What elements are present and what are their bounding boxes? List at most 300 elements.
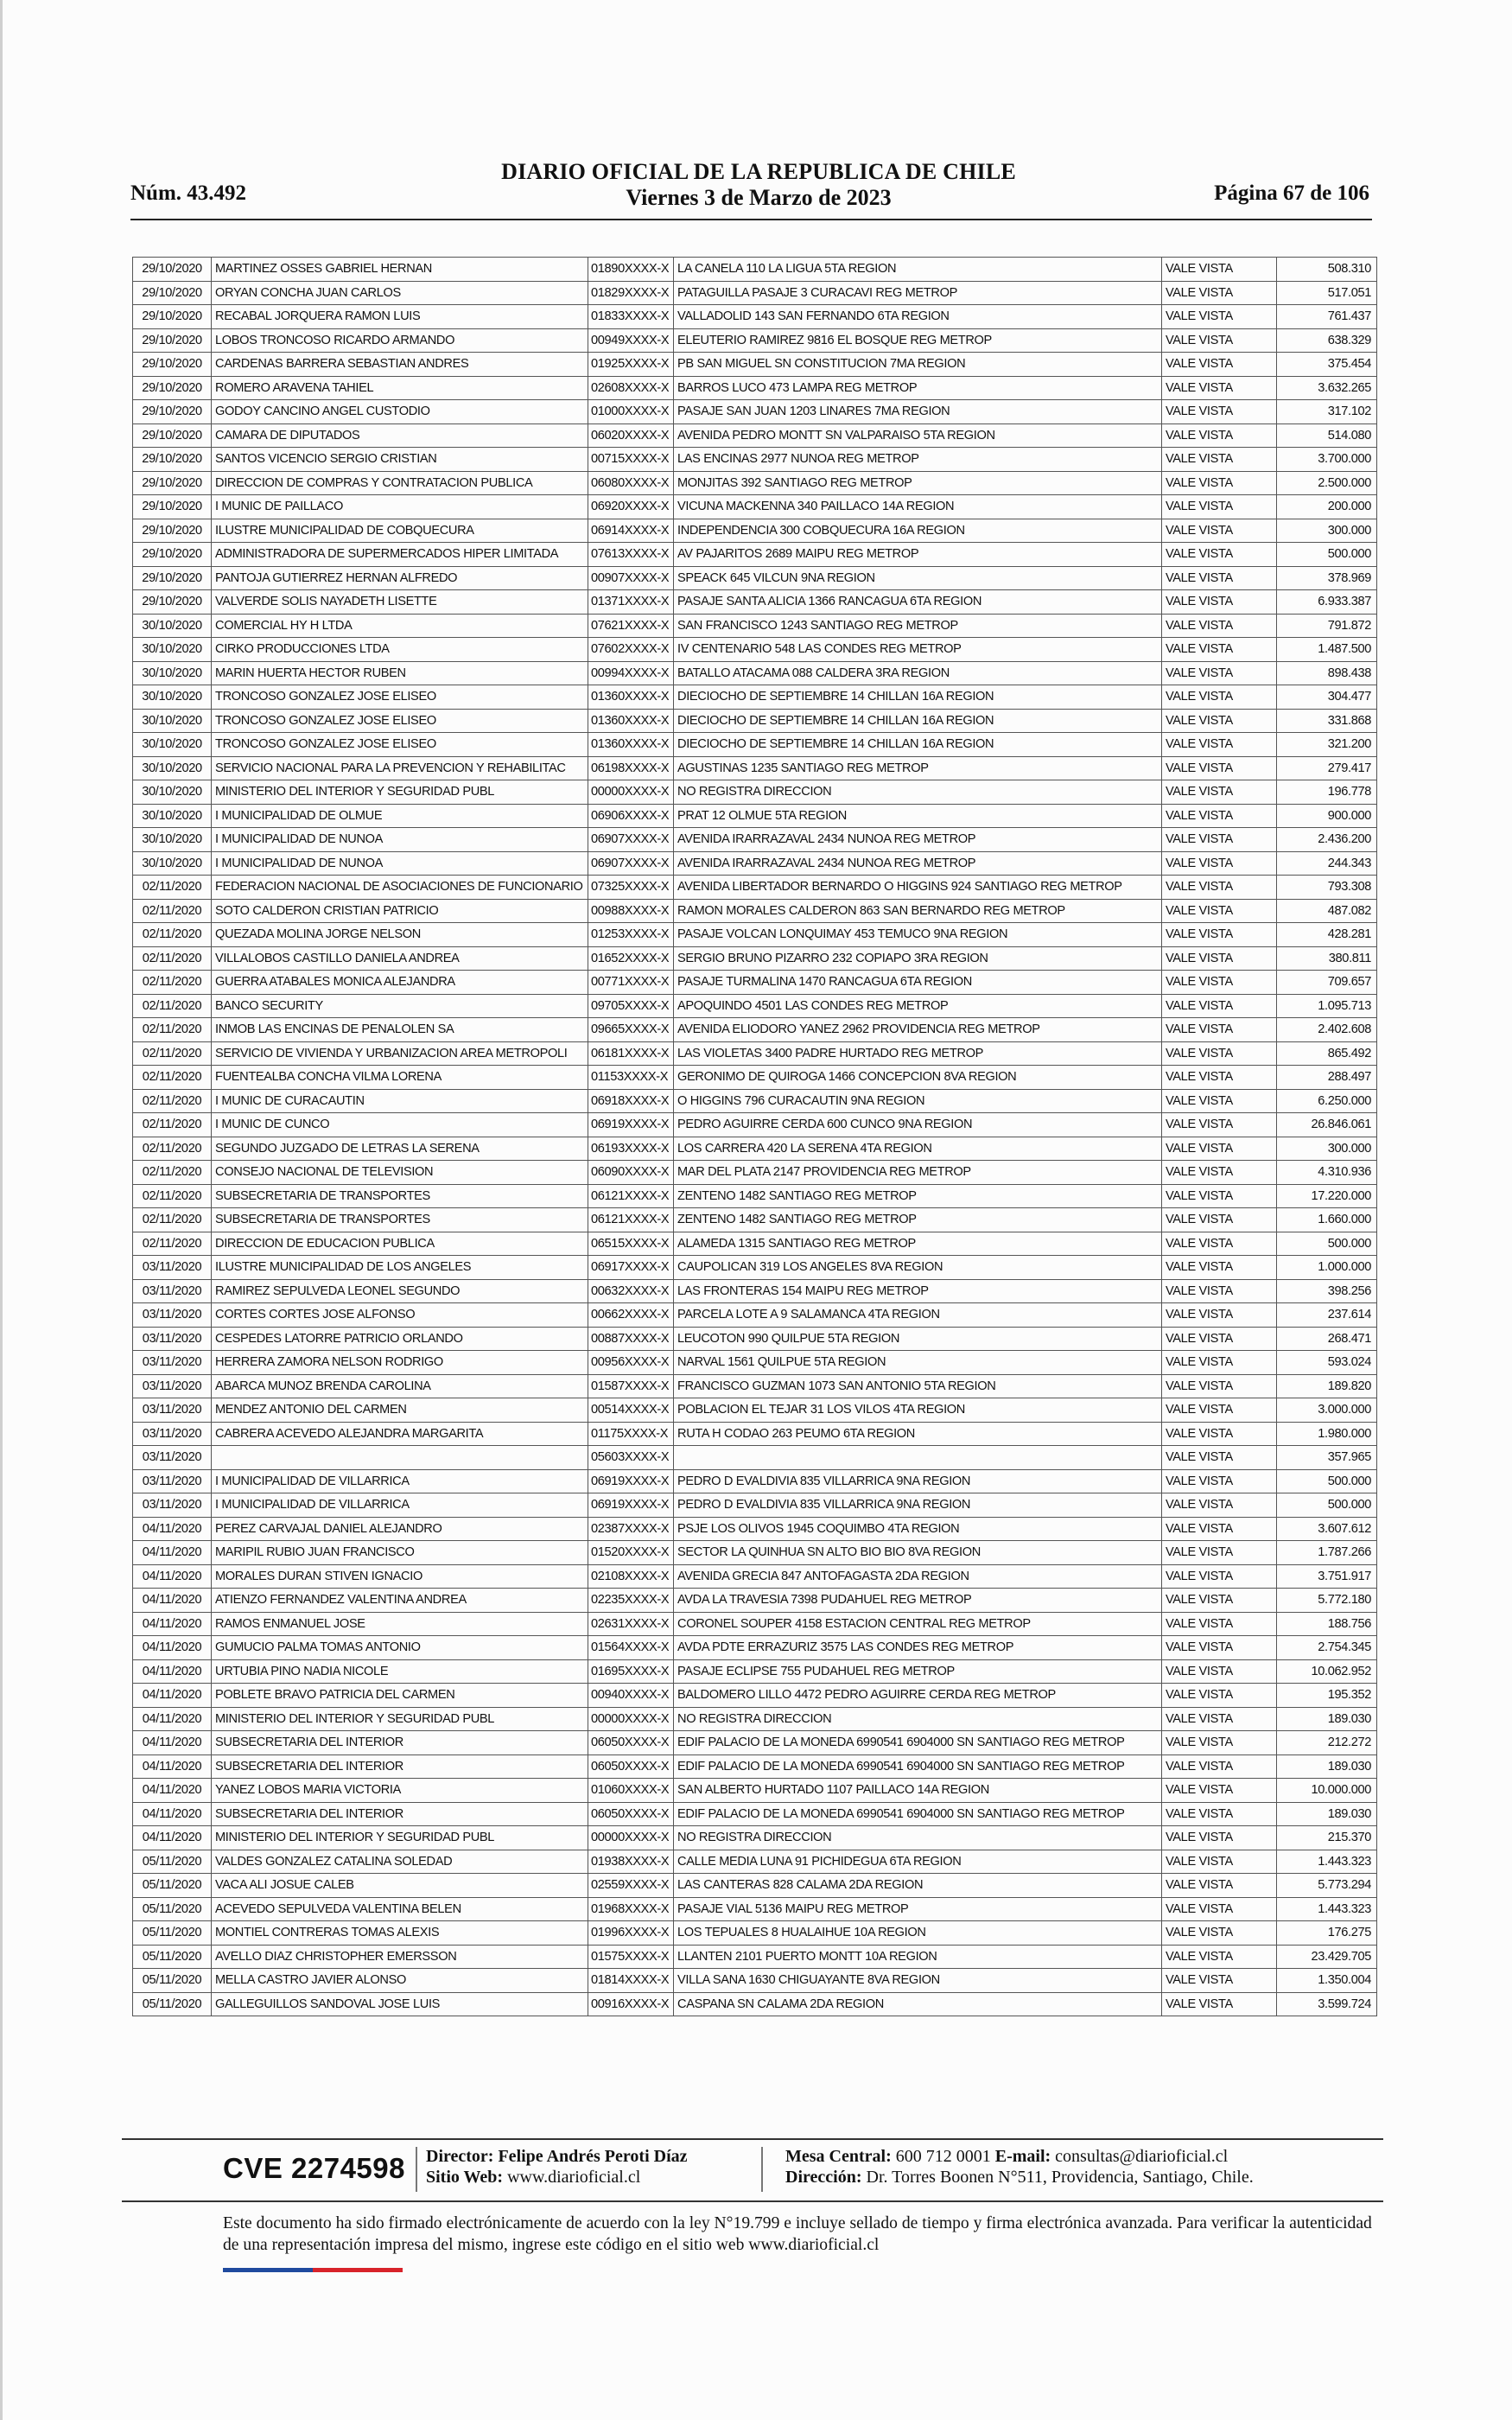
amount-cell: 2.500.000 xyxy=(1277,471,1377,495)
beneficiary-name-cell: DIRECCION DE COMPRAS Y CONTRATACION PUBLICA xyxy=(212,471,588,495)
beneficiary-name-cell: I MUNICIPALIDAD DE OLMUE xyxy=(212,804,588,828)
footer-contact xyxy=(785,2146,1228,2167)
payment-date-cell: 29/10/2020 xyxy=(133,376,212,400)
address-cell: APOQUINDO 4501 LAS CONDES REG METROP xyxy=(674,994,1162,1018)
address-cell: FRANCISCO GUZMAN 1073 SAN ANTONIO 5TA REGION xyxy=(674,1374,1162,1398)
beneficiary-name-cell: MARIN HUERTA HECTOR RUBEN xyxy=(212,661,588,685)
payment-date-cell: 02/11/2020 xyxy=(133,1161,212,1185)
footer-separator xyxy=(416,2147,417,2192)
beneficiary-name-cell: SOTO CALDERON CRISTIAN PATRICIO xyxy=(212,899,588,923)
rut-cell: 01360XXXX-X xyxy=(588,733,674,757)
address-cell: SAN FRANCISCO 1243 SANTIAGO REG METROP xyxy=(674,614,1162,638)
amount-cell: 2.402.608 xyxy=(1277,1018,1377,1042)
payment-date-cell: 02/11/2020 xyxy=(133,1041,212,1066)
address-cell: SERGIO BRUNO PIZARRO 232 COPIAPO 3RA REGION xyxy=(674,946,1162,971)
payment-type-cell: VALE VISTA xyxy=(1162,1969,1277,1993)
beneficiary-name-cell: I MUNIC DE PAILLACO xyxy=(212,495,588,519)
rut-cell: 07621XXXX-X xyxy=(588,614,674,638)
address-cell: ALAMEDA 1315 SANTIAGO REG METROP xyxy=(674,1232,1162,1256)
table-row xyxy=(133,1208,1377,1232)
beneficiary-name-cell: BANCO SECURITY xyxy=(212,994,588,1018)
rut-cell: 07602XXXX-X xyxy=(588,638,674,662)
amount-cell: 17.220.000 xyxy=(1277,1184,1377,1208)
rut-cell: 06917XXXX-X xyxy=(588,1256,674,1280)
address-cell: CORONEL SOUPER 4158 ESTACION CENTRAL REG METROP xyxy=(674,1612,1162,1636)
table-row xyxy=(133,1541,1377,1565)
payment-type-cell: VALE VISTA xyxy=(1162,1684,1277,1708)
table-row xyxy=(133,1564,1377,1589)
table-row xyxy=(133,305,1377,329)
payment-type-cell: VALE VISTA xyxy=(1162,1636,1277,1660)
payment-date-cell: 04/11/2020 xyxy=(133,1826,212,1850)
table-row xyxy=(133,566,1377,590)
table-row xyxy=(133,1493,1377,1518)
address-cell: CAUPOLICAN 319 LOS ANGELES 8VA REGION xyxy=(674,1256,1162,1280)
rut-cell: 01996XXXX-X xyxy=(588,1921,674,1946)
rut-cell: 01000XXXX-X xyxy=(588,400,674,424)
table-row xyxy=(133,1469,1377,1493)
table-row xyxy=(133,400,1377,424)
beneficiary-name-cell: HERRERA ZAMORA NELSON RODRIGO xyxy=(212,1351,588,1375)
payment-date-cell: 02/11/2020 xyxy=(133,971,212,995)
payment-type-cell: VALE VISTA xyxy=(1162,305,1277,329)
address-cell xyxy=(674,1446,1162,1470)
rut-cell: 02631XXXX-X xyxy=(588,1612,674,1636)
rut-cell: 05603XXXX-X xyxy=(588,1446,674,1470)
amount-cell: 638.329 xyxy=(1277,328,1377,353)
payments-table-body xyxy=(133,258,1377,2016)
payment-date-cell: 29/10/2020 xyxy=(133,328,212,353)
address-cell: LAS VIOLETAS 3400 PADRE HURTADO REG METROP xyxy=(674,1041,1162,1066)
rut-cell: 01371XXXX-X xyxy=(588,590,674,615)
payment-type-cell: VALE VISTA xyxy=(1162,1208,1277,1232)
payment-type-cell: VALE VISTA xyxy=(1162,638,1277,662)
beneficiary-name-cell: RAMOS ENMANUEL JOSE xyxy=(212,1612,588,1636)
beneficiary-name-cell: I MUNIC DE CUNCO xyxy=(212,1113,588,1137)
beneficiary-name-cell: I MUNICIPALIDAD DE VILLARRICA xyxy=(212,1493,588,1518)
payment-date-cell: 29/10/2020 xyxy=(133,258,212,282)
beneficiary-name-cell: CABRERA ACEVEDO ALEJANDRA MARGARITA xyxy=(212,1422,588,1446)
beneficiary-name-cell: INMOB LAS ENCINAS DE PENALOLEN SA xyxy=(212,1018,588,1042)
beneficiary-name-cell: SUBSECRETARIA DE TRANSPORTES xyxy=(212,1184,588,1208)
beneficiary-name-cell: SUBSECRETARIA DEL INTERIOR xyxy=(212,1754,588,1779)
rut-cell: 00907XXXX-X xyxy=(588,566,674,590)
address-cell: AVDA LA TRAVESIA 7398 PUDAHUEL REG METROP xyxy=(674,1589,1162,1613)
beneficiary-name-cell: URTUBIA PINO NADIA NICOLE xyxy=(212,1659,588,1684)
issue-number: Núm. 43.492 xyxy=(130,182,247,205)
payment-type-cell: VALE VISTA xyxy=(1162,1945,1277,1969)
payment-date-cell: 02/11/2020 xyxy=(133,1066,212,1090)
beneficiary-name-cell: MENDEZ ANTONIO DEL CARMEN xyxy=(212,1398,588,1423)
rut-cell: 01968XXXX-X xyxy=(588,1897,674,1921)
payment-date-cell: 03/11/2020 xyxy=(133,1374,212,1398)
footer-director xyxy=(426,2146,688,2167)
rut-cell: 06919XXXX-X xyxy=(588,1469,674,1493)
payments-table xyxy=(132,257,1377,2016)
address-cell: PEDRO D EVALDIVIA 835 VILLARRICA 9NA REGION xyxy=(674,1493,1162,1518)
page-number: Página 67 de 106 xyxy=(1214,182,1369,205)
amount-cell: 1.350.004 xyxy=(1277,1969,1377,1993)
amount-cell: 1.000.000 xyxy=(1277,1256,1377,1280)
rut-cell: 00000XXXX-X xyxy=(588,780,674,805)
table-row xyxy=(133,1779,1377,1803)
amount-cell: 500.000 xyxy=(1277,1469,1377,1493)
table-row xyxy=(133,661,1377,685)
beneficiary-name-cell: SUBSECRETARIA DEL INTERIOR xyxy=(212,1802,588,1826)
payment-type-cell: VALE VISTA xyxy=(1162,448,1277,472)
payment-date-cell: 03/11/2020 xyxy=(133,1469,212,1493)
amount-cell: 398.256 xyxy=(1277,1279,1377,1303)
payment-date-cell: 03/11/2020 xyxy=(133,1256,212,1280)
address-cell: PASAJE SANTA ALICIA 1366 RANCAGUA 6TA REGION xyxy=(674,590,1162,615)
payment-type-cell: VALE VISTA xyxy=(1162,281,1277,305)
payment-date-cell: 04/11/2020 xyxy=(133,1731,212,1755)
rut-cell: 06050XXXX-X xyxy=(588,1731,674,1755)
address-cell: O HIGGINS 796 CURACAUTIN 9NA REGION xyxy=(674,1089,1162,1113)
payment-type-cell: VALE VISTA xyxy=(1162,876,1277,900)
beneficiary-name-cell xyxy=(212,1446,588,1470)
beneficiary-name-cell: TRONCOSO GONZALEZ JOSE ELISEO xyxy=(212,709,588,733)
address-cell: ELEUTERIO RAMIREZ 9816 EL BOSQUE REG METROP xyxy=(674,328,1162,353)
rut-cell: 01153XXXX-X xyxy=(588,1066,674,1090)
table-row xyxy=(133,780,1377,805)
address-cell: PATAGUILLA PASAJE 3 CURACAVI REG METROP xyxy=(674,281,1162,305)
table-row xyxy=(133,519,1377,543)
address-cell: MAR DEL PLATA 2147 PROVIDENCIA REG METROP xyxy=(674,1161,1162,1185)
table-row xyxy=(133,1589,1377,1613)
payment-type-cell: VALE VISTA xyxy=(1162,424,1277,448)
payment-type-cell: VALE VISTA xyxy=(1162,1041,1277,1066)
email-link[interactable]: consultas@diarioficial.cl xyxy=(1055,2147,1229,2166)
table-row xyxy=(133,1041,1377,1066)
amount-cell: 26.846.061 xyxy=(1277,1113,1377,1137)
payment-type-cell: VALE VISTA xyxy=(1162,709,1277,733)
rut-cell: 06020XXXX-X xyxy=(588,424,674,448)
footer-website xyxy=(426,2167,640,2188)
amount-cell: 1.443.323 xyxy=(1277,1897,1377,1921)
payment-date-cell: 03/11/2020 xyxy=(133,1398,212,1423)
table-row xyxy=(133,376,1377,400)
table-row xyxy=(133,1089,1377,1113)
payment-type-cell: VALE VISTA xyxy=(1162,471,1277,495)
payment-type-cell: VALE VISTA xyxy=(1162,1992,1277,2016)
payment-date-cell: 30/10/2020 xyxy=(133,614,212,638)
rut-cell: 01652XXXX-X xyxy=(588,946,674,971)
beneficiary-name-cell: CESPEDES LATORRE PATRICIO ORLANDO xyxy=(212,1327,588,1351)
address-cell: GERONIMO DE QUIROGA 1466 CONCEPCION 8VA REGION xyxy=(674,1066,1162,1090)
address-cell: PASAJE SAN JUAN 1203 LINARES 7MA REGION xyxy=(674,400,1162,424)
amount-cell: 517.051 xyxy=(1277,281,1377,305)
payment-type-cell: VALE VISTA xyxy=(1162,1184,1277,1208)
payment-type-cell: VALE VISTA xyxy=(1162,1874,1277,1898)
table-row xyxy=(133,328,1377,353)
beneficiary-name-cell: MORALES DURAN STIVEN IGNACIO xyxy=(212,1564,588,1589)
table-row xyxy=(133,1374,1377,1398)
payment-date-cell: 30/10/2020 xyxy=(133,661,212,685)
payment-type-cell: VALE VISTA xyxy=(1162,1802,1277,1826)
header-divider xyxy=(130,219,1372,220)
amount-cell: 5.773.294 xyxy=(1277,1874,1377,1898)
payment-type-cell: VALE VISTA xyxy=(1162,994,1277,1018)
payment-date-cell: 02/11/2020 xyxy=(133,899,212,923)
beneficiary-name-cell: I MUNICIPALIDAD DE NUNOA xyxy=(212,851,588,876)
rut-cell: 06914XXXX-X xyxy=(588,519,674,543)
payment-date-cell: 02/11/2020 xyxy=(133,1137,212,1161)
table-row xyxy=(133,1422,1377,1446)
beneficiary-name-cell: VALDES GONZALEZ CATALINA SOLEDAD xyxy=(212,1850,588,1874)
address-cell: PASAJE ECLIPSE 755 PUDAHUEL REG METROP xyxy=(674,1659,1162,1684)
phone-number: 600 712 0001 xyxy=(895,2147,991,2166)
payment-type-cell: VALE VISTA xyxy=(1162,661,1277,685)
address-cell: NO REGISTRA DIRECCION xyxy=(674,780,1162,805)
address-cell: LAS CANTERAS 828 CALAMA 2DA REGION xyxy=(674,1874,1162,1898)
beneficiary-name-cell: DIRECCION DE EDUCACION PUBLICA xyxy=(212,1232,588,1256)
beneficiary-name-cell: ADMINISTRADORA DE SUPERMERCADOS HIPER LIMITADA xyxy=(212,543,588,567)
table-row xyxy=(133,899,1377,923)
beneficiary-name-cell: GUERRA ATABALES MONICA ALEJANDRA xyxy=(212,971,588,995)
payment-date-cell: 29/10/2020 xyxy=(133,305,212,329)
payment-date-cell: 05/11/2020 xyxy=(133,1874,212,1898)
payment-date-cell: 30/10/2020 xyxy=(133,733,212,757)
amount-cell: 3.632.265 xyxy=(1277,376,1377,400)
amount-cell: 3.607.612 xyxy=(1277,1517,1377,1541)
footer-top-divider xyxy=(122,2138,1383,2140)
beneficiary-name-cell: ILUSTRE MUNICIPALIDAD DE LOS ANGELES xyxy=(212,1256,588,1280)
address-cell: VICUNA MACKENNA 340 PAILLACO 14A REGION xyxy=(674,495,1162,519)
payment-type-cell: VALE VISTA xyxy=(1162,1589,1277,1613)
table-row xyxy=(133,1684,1377,1708)
amount-cell: 189.820 xyxy=(1277,1374,1377,1398)
rut-cell: 00994XXXX-X xyxy=(588,661,674,685)
address-cell: EDIF PALACIO DE LA MONEDA 6990541 6904000 SN SANTIAGO REG METROP xyxy=(674,1754,1162,1779)
payment-date-cell: 29/10/2020 xyxy=(133,590,212,615)
payment-date-cell: 02/11/2020 xyxy=(133,946,212,971)
payment-type-cell: VALE VISTA xyxy=(1162,1446,1277,1470)
rut-cell: 01814XXXX-X xyxy=(588,1969,674,1993)
payment-date-cell: 04/11/2020 xyxy=(133,1754,212,1779)
address-cell: INDEPENDENCIA 300 COBQUECURA 16A REGION xyxy=(674,519,1162,543)
beneficiary-name-cell: COMERCIAL HY H LTDA xyxy=(212,614,588,638)
address-cell: AVENIDA IRARRAZAVAL 2434 NUNOA REG METROP xyxy=(674,828,1162,852)
table-row xyxy=(133,448,1377,472)
payment-date-cell: 29/10/2020 xyxy=(133,353,212,377)
rut-cell: 06919XXXX-X xyxy=(588,1493,674,1518)
beneficiary-name-cell: VACA ALI JOSUE CALEB xyxy=(212,1874,588,1898)
footer-address xyxy=(785,2167,1254,2188)
beneficiary-name-cell: GALLEGUILLOS SANDOVAL JOSE LUIS xyxy=(212,1992,588,2016)
amount-cell: 321.200 xyxy=(1277,733,1377,757)
table-row xyxy=(133,1992,1377,2016)
beneficiary-name-cell: CONSEJO NACIONAL DE TELEVISION xyxy=(212,1161,588,1185)
beneficiary-name-cell: GUMUCIO PALMA TOMAS ANTONIO xyxy=(212,1636,588,1660)
payment-type-cell: VALE VISTA xyxy=(1162,566,1277,590)
rut-cell: 02559XXXX-X xyxy=(588,1874,674,1898)
table-row xyxy=(133,1874,1377,1898)
payment-type-cell: VALE VISTA xyxy=(1162,614,1277,638)
beneficiary-name-cell: CIRKO PRODUCCIONES LTDA xyxy=(212,638,588,662)
address-cell: EDIF PALACIO DE LA MONEDA 6990541 6904000 SN SANTIAGO REG METROP xyxy=(674,1731,1162,1755)
beneficiary-name-cell: ORYAN CONCHA JUAN CARLOS xyxy=(212,281,588,305)
payment-type-cell: VALE VISTA xyxy=(1162,1066,1277,1090)
beneficiary-name-cell: I MUNICIPALIDAD DE NUNOA xyxy=(212,828,588,852)
address-cell: MONJITAS 392 SANTIAGO REG METROP xyxy=(674,471,1162,495)
address-cell: SPEACK 645 VILCUN 9NA REGION xyxy=(674,566,1162,590)
payment-type-cell: VALE VISTA xyxy=(1162,1113,1277,1137)
website-link[interactable]: www.diarioficial.cl xyxy=(507,2168,641,2187)
address-cell: LAS FRONTERAS 154 MAIPU REG METROP xyxy=(674,1279,1162,1303)
amount-cell: 189.030 xyxy=(1277,1754,1377,1779)
address-cell: CALLE MEDIA LUNA 91 PICHIDEGUA 6TA REGION xyxy=(674,1850,1162,1874)
amount-cell: 196.778 xyxy=(1277,780,1377,805)
table-row xyxy=(133,756,1377,780)
amount-cell: 6.250.000 xyxy=(1277,1089,1377,1113)
address-cell: DIECIOCHO DE SEPTIEMBRE 14 CHILLAN 16A REGION xyxy=(674,685,1162,710)
payment-type-cell: VALE VISTA xyxy=(1162,519,1277,543)
rut-cell: 00000XXXX-X xyxy=(588,1826,674,1850)
amount-cell: 2.436.200 xyxy=(1277,828,1377,852)
rut-cell: 06090XXXX-X xyxy=(588,1161,674,1185)
rut-cell: 09705XXXX-X xyxy=(588,994,674,1018)
amount-cell: 215.370 xyxy=(1277,1826,1377,1850)
payment-date-cell: 05/11/2020 xyxy=(133,1921,212,1946)
table-row xyxy=(133,828,1377,852)
payment-type-cell: VALE VISTA xyxy=(1162,780,1277,805)
amount-cell: 500.000 xyxy=(1277,1493,1377,1518)
payment-date-cell: 30/10/2020 xyxy=(133,756,212,780)
beneficiary-name-cell: VALVERDE SOLIS NAYADETH LISETTE xyxy=(212,590,588,615)
payment-date-cell: 29/10/2020 xyxy=(133,543,212,567)
address-cell: PARCELA LOTE A 9 SALAMANCA 4TA REGION xyxy=(674,1303,1162,1328)
payment-date-cell: 29/10/2020 xyxy=(133,424,212,448)
amount-cell: 3.599.724 xyxy=(1277,1992,1377,2016)
payment-date-cell: 29/10/2020 xyxy=(133,471,212,495)
payment-type-cell: VALE VISTA xyxy=(1162,1398,1277,1423)
rut-cell: 07613XXXX-X xyxy=(588,543,674,567)
address-cell: BATALLO ATACAMA 088 CALDERA 3RA REGION xyxy=(674,661,1162,685)
address-cell: CASPANA SN CALAMA 2DA REGION xyxy=(674,1992,1162,2016)
payment-type-cell: VALE VISTA xyxy=(1162,756,1277,780)
table-row xyxy=(133,1327,1377,1351)
rut-cell: 01695XXXX-X xyxy=(588,1659,674,1684)
payment-date-cell: 02/11/2020 xyxy=(133,1208,212,1232)
address-cell: LA CANELA 110 LA LIGUA 5TA REGION xyxy=(674,258,1162,282)
beneficiary-name-cell: SANTOS VICENCIO SERGIO CRISTIAN xyxy=(212,448,588,472)
table-row xyxy=(133,353,1377,377)
payment-date-cell: 29/10/2020 xyxy=(133,281,212,305)
payment-type-cell: VALE VISTA xyxy=(1162,590,1277,615)
table-row xyxy=(133,1279,1377,1303)
rut-cell: 06121XXXX-X xyxy=(588,1208,674,1232)
rut-cell: 01925XXXX-X xyxy=(588,353,674,377)
address-cell: NO REGISTRA DIRECCION xyxy=(674,1707,1162,1731)
address-cell: LEUCOTON 990 QUILPUE 5TA REGION xyxy=(674,1327,1162,1351)
payment-date-cell: 30/10/2020 xyxy=(133,638,212,662)
payment-type-cell: VALE VISTA xyxy=(1162,1469,1277,1493)
beneficiary-name-cell: SEGUNDO JUZGADO DE LETRAS LA SERENA xyxy=(212,1137,588,1161)
beneficiary-name-cell: PANTOJA GUTIERREZ HERNAN ALFREDO xyxy=(212,566,588,590)
payment-type-cell: VALE VISTA xyxy=(1162,971,1277,995)
payment-type-cell: VALE VISTA xyxy=(1162,1327,1277,1351)
amount-cell: 189.030 xyxy=(1277,1802,1377,1826)
amount-cell: 1.787.266 xyxy=(1277,1541,1377,1565)
address-cell: AVENIDA IRARRAZAVAL 2434 NUNOA REG METROP xyxy=(674,851,1162,876)
payment-date-cell: 03/11/2020 xyxy=(133,1279,212,1303)
payment-type-cell: VALE VISTA xyxy=(1162,328,1277,353)
amount-cell: 761.437 xyxy=(1277,305,1377,329)
flag-stripe-red xyxy=(313,2268,403,2272)
table-row xyxy=(133,1731,1377,1755)
amount-cell: 487.082 xyxy=(1277,899,1377,923)
rut-cell: 00771XXXX-X xyxy=(588,971,674,995)
beneficiary-name-cell: MARIPIL RUBIO JUAN FRANCISCO xyxy=(212,1541,588,1565)
rut-cell: 00632XXXX-X xyxy=(588,1279,674,1303)
payment-date-cell: 04/11/2020 xyxy=(133,1707,212,1731)
table-row xyxy=(133,1303,1377,1328)
table-row xyxy=(133,1446,1377,1470)
rut-cell: 06907XXXX-X xyxy=(588,851,674,876)
payment-date-cell: 04/11/2020 xyxy=(133,1802,212,1826)
payment-type-cell: VALE VISTA xyxy=(1162,258,1277,282)
amount-cell: 357.965 xyxy=(1277,1446,1377,1470)
table-row xyxy=(133,733,1377,757)
payment-type-cell: VALE VISTA xyxy=(1162,1303,1277,1328)
rut-cell: 01564XXXX-X xyxy=(588,1636,674,1660)
payment-date-cell: 02/11/2020 xyxy=(133,1113,212,1137)
amount-cell: 288.497 xyxy=(1277,1066,1377,1090)
beneficiary-name-cell: PEREZ CARVAJAL DANIEL ALEJANDRO xyxy=(212,1517,588,1541)
payment-type-cell: VALE VISTA xyxy=(1162,543,1277,567)
rut-cell: 06515XXXX-X xyxy=(588,1232,674,1256)
table-row xyxy=(133,1184,1377,1208)
beneficiary-name-cell: CARDENAS BARRERA SEBASTIAN ANDRES xyxy=(212,353,588,377)
beneficiary-name-cell: SERVICIO DE VIVIENDA Y URBANIZACION AREA METROPOLI xyxy=(212,1041,588,1066)
rut-cell: 02387XXXX-X xyxy=(588,1517,674,1541)
payment-date-cell: 03/11/2020 xyxy=(133,1446,212,1470)
payment-date-cell: 30/10/2020 xyxy=(133,851,212,876)
amount-cell: 1.980.000 xyxy=(1277,1422,1377,1446)
rut-cell: 00988XXXX-X xyxy=(588,899,674,923)
table-row xyxy=(133,923,1377,947)
beneficiary-name-cell: MARTINEZ OSSES GABRIEL HERNAN xyxy=(212,258,588,282)
payment-date-cell: 05/11/2020 xyxy=(133,1897,212,1921)
amount-cell: 500.000 xyxy=(1277,543,1377,567)
address-cell: VALLADOLID 143 SAN FERNANDO 6TA REGION xyxy=(674,305,1162,329)
payment-date-cell: 29/10/2020 xyxy=(133,400,212,424)
amount-cell: 793.308 xyxy=(1277,876,1377,900)
rut-cell: 00715XXXX-X xyxy=(588,448,674,472)
payment-date-cell: 04/11/2020 xyxy=(133,1564,212,1589)
table-row xyxy=(133,424,1377,448)
table-row xyxy=(133,971,1377,995)
rut-cell: 00949XXXX-X xyxy=(588,328,674,353)
rut-cell: 06050XXXX-X xyxy=(588,1802,674,1826)
amount-cell: 5.772.180 xyxy=(1277,1589,1377,1613)
address-cell: AGUSTINAS 1235 SANTIAGO REG METROP xyxy=(674,756,1162,780)
amount-cell: 304.477 xyxy=(1277,685,1377,710)
amount-cell: 514.080 xyxy=(1277,424,1377,448)
amount-cell: 279.417 xyxy=(1277,756,1377,780)
address-cell: IV CENTENARIO 548 LAS CONDES REG METROP xyxy=(674,638,1162,662)
amount-cell: 188.756 xyxy=(1277,1612,1377,1636)
table-row xyxy=(133,638,1377,662)
beneficiary-name-cell: ACEVEDO SEPULVEDA VALENTINA BELEN xyxy=(212,1897,588,1921)
payment-type-cell: VALE VISTA xyxy=(1162,1541,1277,1565)
address-cell: BALDOMERO LILLO 4472 PEDRO AGUIRRE CERDA REG METROP xyxy=(674,1684,1162,1708)
amount-cell: 10.000.000 xyxy=(1277,1779,1377,1803)
payment-type-cell: VALE VISTA xyxy=(1162,1256,1277,1280)
rut-cell: 01253XXXX-X xyxy=(588,923,674,947)
payment-type-cell: VALE VISTA xyxy=(1162,1351,1277,1375)
